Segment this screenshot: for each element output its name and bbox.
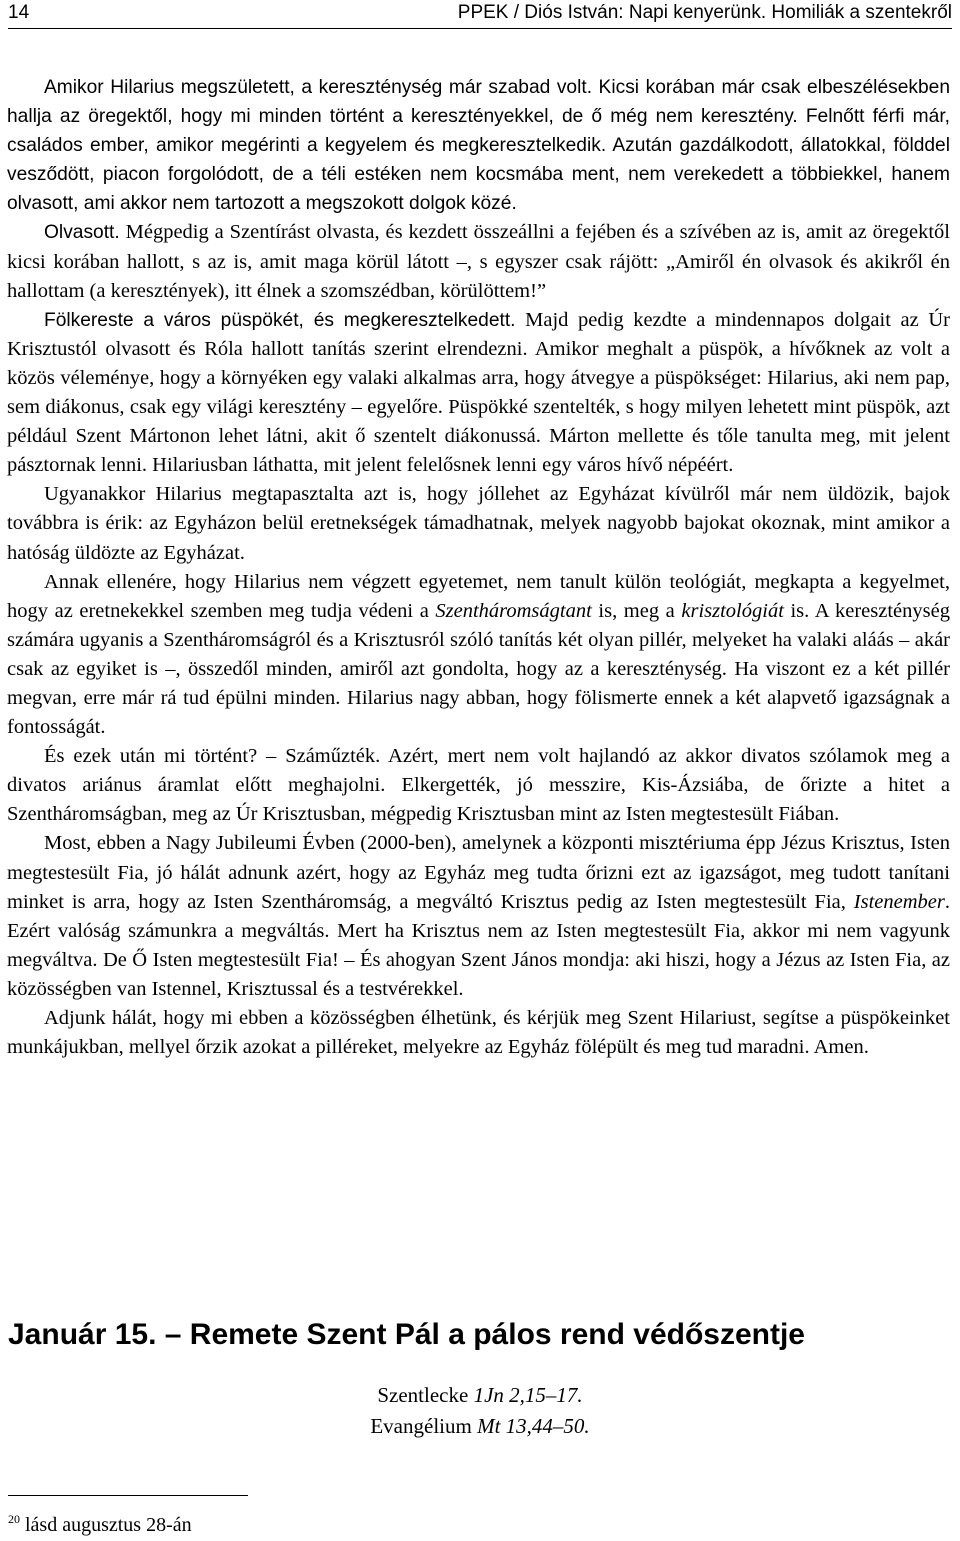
paragraph-7-text-b: . Ezért valóság számunkra a megváltás. Mert ha Krisztus nem az Isten megtestesült Fia, akkor mi nem vagyunk megváltva. De Ő Isten megtestesült Fia! – És ahogyan Szent János mondja: aki hiszi, hogy a Jézus az Isten Fia, az közösségben van Istennel, Krisztussal és a testvérekkel.	[7, 890, 950, 1000]
reading-epistle-ref: 1Jn 2,15–17.	[473, 1383, 583, 1407]
page-number: 14	[8, 2, 30, 23]
footnote-text: lásd augusztus 28-án	[20, 1514, 192, 1536]
readings-block	[0, 1380, 960, 1442]
paragraph-2	[7, 218, 950, 305]
paragraph-5-text-b: is, meg a	[591, 599, 682, 622]
footnote-marker: 20	[8, 1512, 20, 1526]
homily-body	[7, 73, 950, 1062]
paragraph-7-text-a: Most, ebben a Nagy Jubileumi Évben (2000-ben), amelynek a központi misztériuma épp Jézus Krisztus, Isten megtestesült Fia, jó hálát adnunk azért, hogy az Egyház meg tudta őrizni ezt az igazságot, meg tudott tanítani minket is arra, hogy az Isten Szentháromság, a megváltó Krisztus pedig az Isten megtestesült Fia,	[7, 832, 950, 913]
paragraph-1	[7, 73, 950, 218]
reading-epistle-label: Szentlecke	[377, 1383, 474, 1407]
reading-epistle	[0, 1380, 960, 1411]
reading-gospel-ref: Mt 13,44–50.	[477, 1414, 590, 1438]
paragraph-5-emphasis-2: krisztológiát	[681, 599, 784, 622]
paragraph-3-text: Majd pedig kezdte a mindennapos dolgait az Úr Krisztustól olvasott és Róla hallott tanítás szerint elrendezni. Amikor meghalt a püspök, a hívőknek az volt a közös véleménye, hogy a környéken egy valaki alkalmas arra, hogy átvegye a püspökséget: Hilarius, aki nem pap, sem diákonus, csak egy világi keresztény – egyelőre. Püspökké szentelték, s hogy milyen lehetett mint püspök, azt például Szent Mártonon lehet látni, akit ő szentelt diákonussá. Márton mellette és tőle tanulta meg, mit jelent pásztornak lenni. Hilariusban láthatta, mit jelent felelősnek lenni egy város hívő népéért.	[7, 308, 950, 477]
paragraph-7	[7, 829, 950, 1004]
paragraph-3	[7, 306, 950, 481]
footnote	[8, 1512, 192, 1537]
section-heading: Január 15. – Remete Szent Pál a pálos rend védőszentje	[8, 1318, 805, 1351]
paragraph-1-sans-text-continued: Azután gazdálkodott, állatokkal, földdel vesződött, piacon forgolódott, de a téli estéken nem kocsmába ment, nem verekedett a többiekkel, hanem olvasott, ami akkor nem tartozott a megszokott dolgok közé.	[7, 135, 950, 215]
paragraph-3-lead: Fölkereste a város püspökét, és megkeresztelkedett.	[44, 309, 516, 331]
paragraph-8: Adjunk hálát, hogy mi ebben a közösségben élhetünk, és kérjük meg Szent Hilariust, segítse a püspökeinket munkájukban, mellyel őrzik azokat a pilléreket, melyekre az Egyház fölépült és meg tud maradni. Amen.	[7, 1007, 950, 1059]
paragraph-5-text-c: is. A kereszténység számára ugyanis a Szentháromságról és a Krisztusról szóló tanítás két olyan pillér, melyeket ha valaki aláás – akár csak az egyiket is –, összedől minden, amiről azt gondolta, hogy az a kereszténység. Ha viszont ez a két pillér megvan, erre már rá tud épülni minden. Hilarius nagy abban, hogy fölismerte ennek a két alapvető igazságnak a fontosságát.	[7, 599, 950, 739]
paragraph-1-sans-text: Amikor Hilarius megszületett, a kereszténység már szabad volt. Kicsi korában már csak elbeszélésekben hallja az öregektől, hogy mi minden történt a keresztényekkel, de ő még nem keresztény. Felnőtt férfi már, családos ember, amikor megérinti a kegyelem és megkeresztelkedik.	[7, 77, 950, 157]
reading-gospel-label: Evangélium	[370, 1414, 478, 1438]
paragraph-5-text-a: Annak ellenére, hogy Hilarius nem végzett egyetemet, nem tanult külön teológiát, megkapta a kegyelmet, hogy az eretnekekkel szemben meg tudja védeni a	[7, 570, 950, 622]
running-title: PPEK / Diós István: Napi kenyerünk. Homiliák a szentekről	[457, 2, 952, 23]
paragraph-7-emphasis: Istenember	[853, 890, 945, 913]
paragraph-2-lead: Olvasott.	[44, 222, 120, 244]
paragraph-2-text: Mégpedig a Szentírást olvasta, és kezdett összeállni a fejében és a szívében az is, amit az öregektől kicsi korában hallott, s az is, amit maga körül látott –, s egyszer csak rájött: „Amiről én olvasok és akikről én hallottam (a keresztények), itt élnek a szomszédban, körülöttem!”	[7, 221, 950, 302]
page-header	[8, 2, 952, 29]
paragraph-5-emphasis-1: Szentháromságtant	[435, 599, 592, 622]
footnote-separator	[8, 1495, 248, 1496]
reading-gospel	[0, 1411, 960, 1442]
paragraph-5	[7, 568, 950, 743]
paragraph-6: És ezek után mi történt? – Száműzték. Azért, mert nem volt hajlandó az akkor divatos szólamok meg a divatos ariánus áramlat előtt meghajolni. Elkergették, jó messzire, Kis-Ázsiába, de őrizte a hitet a Szentháromságban, meg az Úr Krisztusban, mégpedig Krisztusban mint az Isten megtestesült Fiában.	[7, 745, 950, 826]
paragraph-4: Ugyanakkor Hilarius megtapasztalta azt is, hogy jóllehet az Egyházat kívülről már nem üldözik, bajok továbbra is érik: az Egyházon belül eretnekségek támadhatnak, melyek nagyobb bajokat okoznak, mint amikor a hatóság üldözte az Egyházat.	[7, 483, 950, 564]
